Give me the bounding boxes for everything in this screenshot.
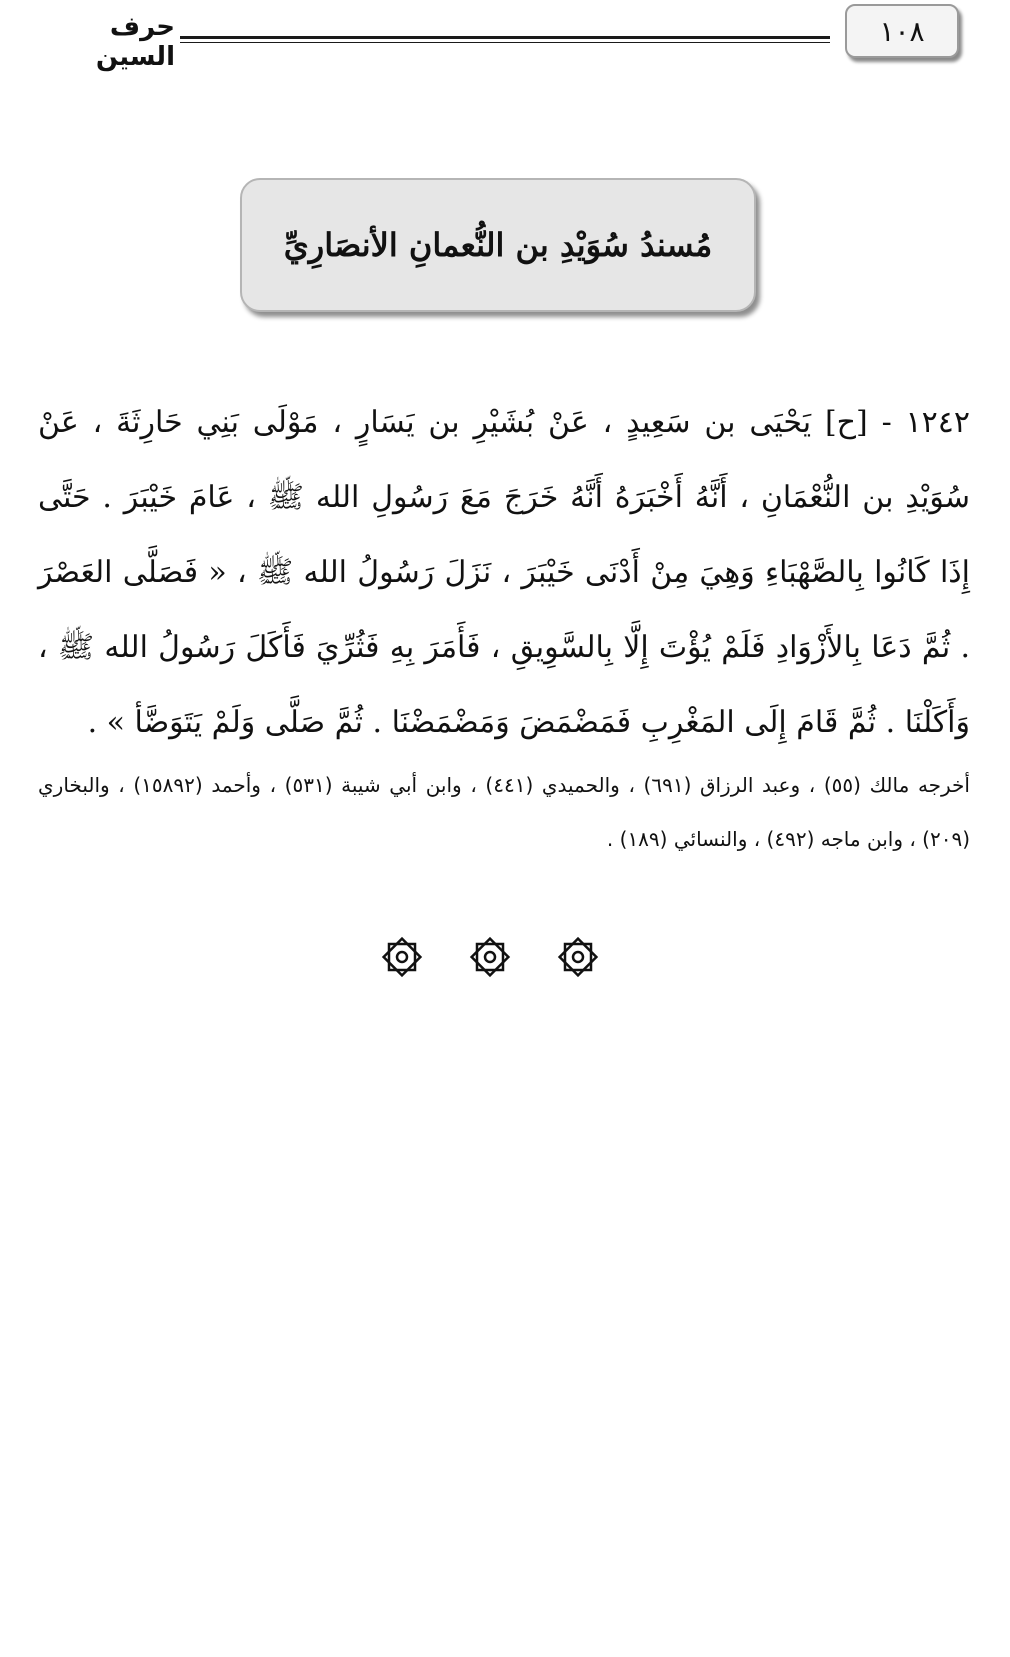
page-number-badge bbox=[845, 4, 959, 58]
header-rule bbox=[180, 36, 830, 39]
hadith-body bbox=[38, 385, 970, 760]
running-head: حرف السين bbox=[95, 12, 175, 72]
takhrij-text: أخرجه مالك (٥٥) ، وعبد الرزاق (٦٩١) ، والحميدي (٤٤١) ، وابن أبي شيبة (٥٣١) ، وأحمد (١٥٨٩٢) ، والبخاري (٢٠٩) ، وابن ماجه (٤٩٢) ، والنسائي (١٨٩) . bbox=[38, 773, 970, 851]
header-rule-thin bbox=[180, 42, 830, 43]
section-end-ornaments bbox=[380, 932, 600, 982]
page-number: ١٠٨ bbox=[879, 14, 925, 48]
section-title: مُسندُ سُوَيْدِ بن النُّعمانِ الأنصَارِيِّ bbox=[283, 226, 713, 264]
eight-point-star-icon bbox=[380, 935, 424, 979]
eight-point-star-icon bbox=[556, 935, 600, 979]
takhrij-footnote bbox=[38, 758, 970, 866]
hadith-text: ١٢٤٢ - [ح] يَحْيَى بن سَعِيدٍ ، عَنْ بُشَيْرِ بن يَسَارٍ ، مَوْلَى بَنِي حَارِثَةَ ، عَنْ سُوَيْدِ بن النُّعْمَانِ ، أَنَّهُ أَخْبَرَهُ أَنَّهُ خَرَجَ مَعَ رَسُولِ الله ﷺ ، عَامَ خَيْبَرَ . حَتَّى إِذَا كَانُوا بِالصَّهْبَاءِ وَهِيَ مِنْ أَدْنَى خَيْبَرَ ، نَزَلَ رَسُولُ الله ﷺ ، « فَصَلَّى العَصْرَ . ثُمَّ دَعَا بِالأَزْوَادِ فَلَمْ يُؤْتَ إِلَّا بِالسَّوِيقِ ، فَأَمَرَ بِهِ فَثُرِّيَ فَأَكَلَ رَسُولُ الله ﷺ ، وَأَكَلْنَا . ثُمَّ قَامَ إِلَى المَغْرِبِ فَمَضْمَضَ وَمَضْمَضْنَا . ثُمَّ صَلَّى وَلَمْ يَتَوَضَّأ » . bbox=[38, 405, 970, 740]
section-title-box bbox=[240, 178, 756, 312]
eight-point-star-icon bbox=[468, 935, 512, 979]
page-header bbox=[0, 0, 1010, 70]
